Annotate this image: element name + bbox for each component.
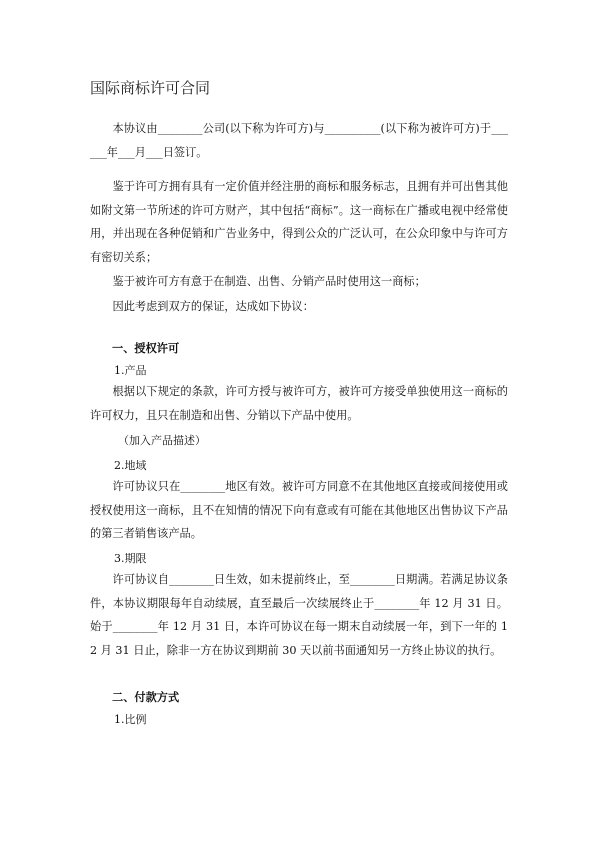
item-label-products: 1.产品 [114, 364, 147, 377]
products-paragraph: 根据以下规定的条款，许可方授与被许可方，被许可方接受单独使用这一商标的许可权力，且只在制造和出售、分销以下产品中使用。 [90, 385, 508, 422]
intro-paragraph: 本协议由________公司(以下称为许可方)与__________(以下称为被许可方)于______年___月___日签订。 [90, 122, 508, 159]
territory-paragraph: 许可协议只在________地区有效。被许可方同意不在其他地区直接或间接使用或授权使用这一商标，且不在知情的情况下向有意或有可能在其他地区出售协议下产品的第三者销售该产品。 [90, 480, 508, 540]
agreement-paragraph: 因此考虑到双方的保证，达成如下协议： [112, 300, 314, 313]
whereas-paragraph-1: 鉴于许可方拥有具有一定价值并经注册的商标和服务标志，且拥有并可出售其他如附文第一节所述的许可方财产，其中包括“商标”。这一商标在广播或电视中经常使用，并出现在各种促销和广告业务中，得到公众的广泛认可，在公众印象中与许可方有密切关系； [90, 180, 508, 264]
item-label-ratio: 1.比例 [114, 713, 147, 726]
section-heading-payment: 二、付款方式 [112, 691, 180, 704]
product-description-note: （加入产品描述） [118, 434, 206, 447]
section-heading-license: 一、授权许可 [112, 342, 180, 355]
whereas-paragraph-2: 鉴于被许可方有意于在制造、出售、分销产品时使用这一商标； [112, 275, 426, 288]
document-title: 国际商标许可合同 [90, 79, 211, 97]
item-label-term: 3.期限 [114, 552, 147, 565]
item-label-territory: 2.地域 [114, 459, 147, 472]
term-paragraph: 许可协议自________日生效，如未提前终止，至________日期满。若满足协议条件，本协议期限每年自动续展，直至最后一次续展终止于________年 12 月 31 日。始于________年 12 月 31 日，本许可协议在每一期末自动续展一年，到下一年的 12 月 31 日止，除非一方在协议到期前 30 天以前书面通知另一方终止协议的执行。 [90, 573, 508, 657]
